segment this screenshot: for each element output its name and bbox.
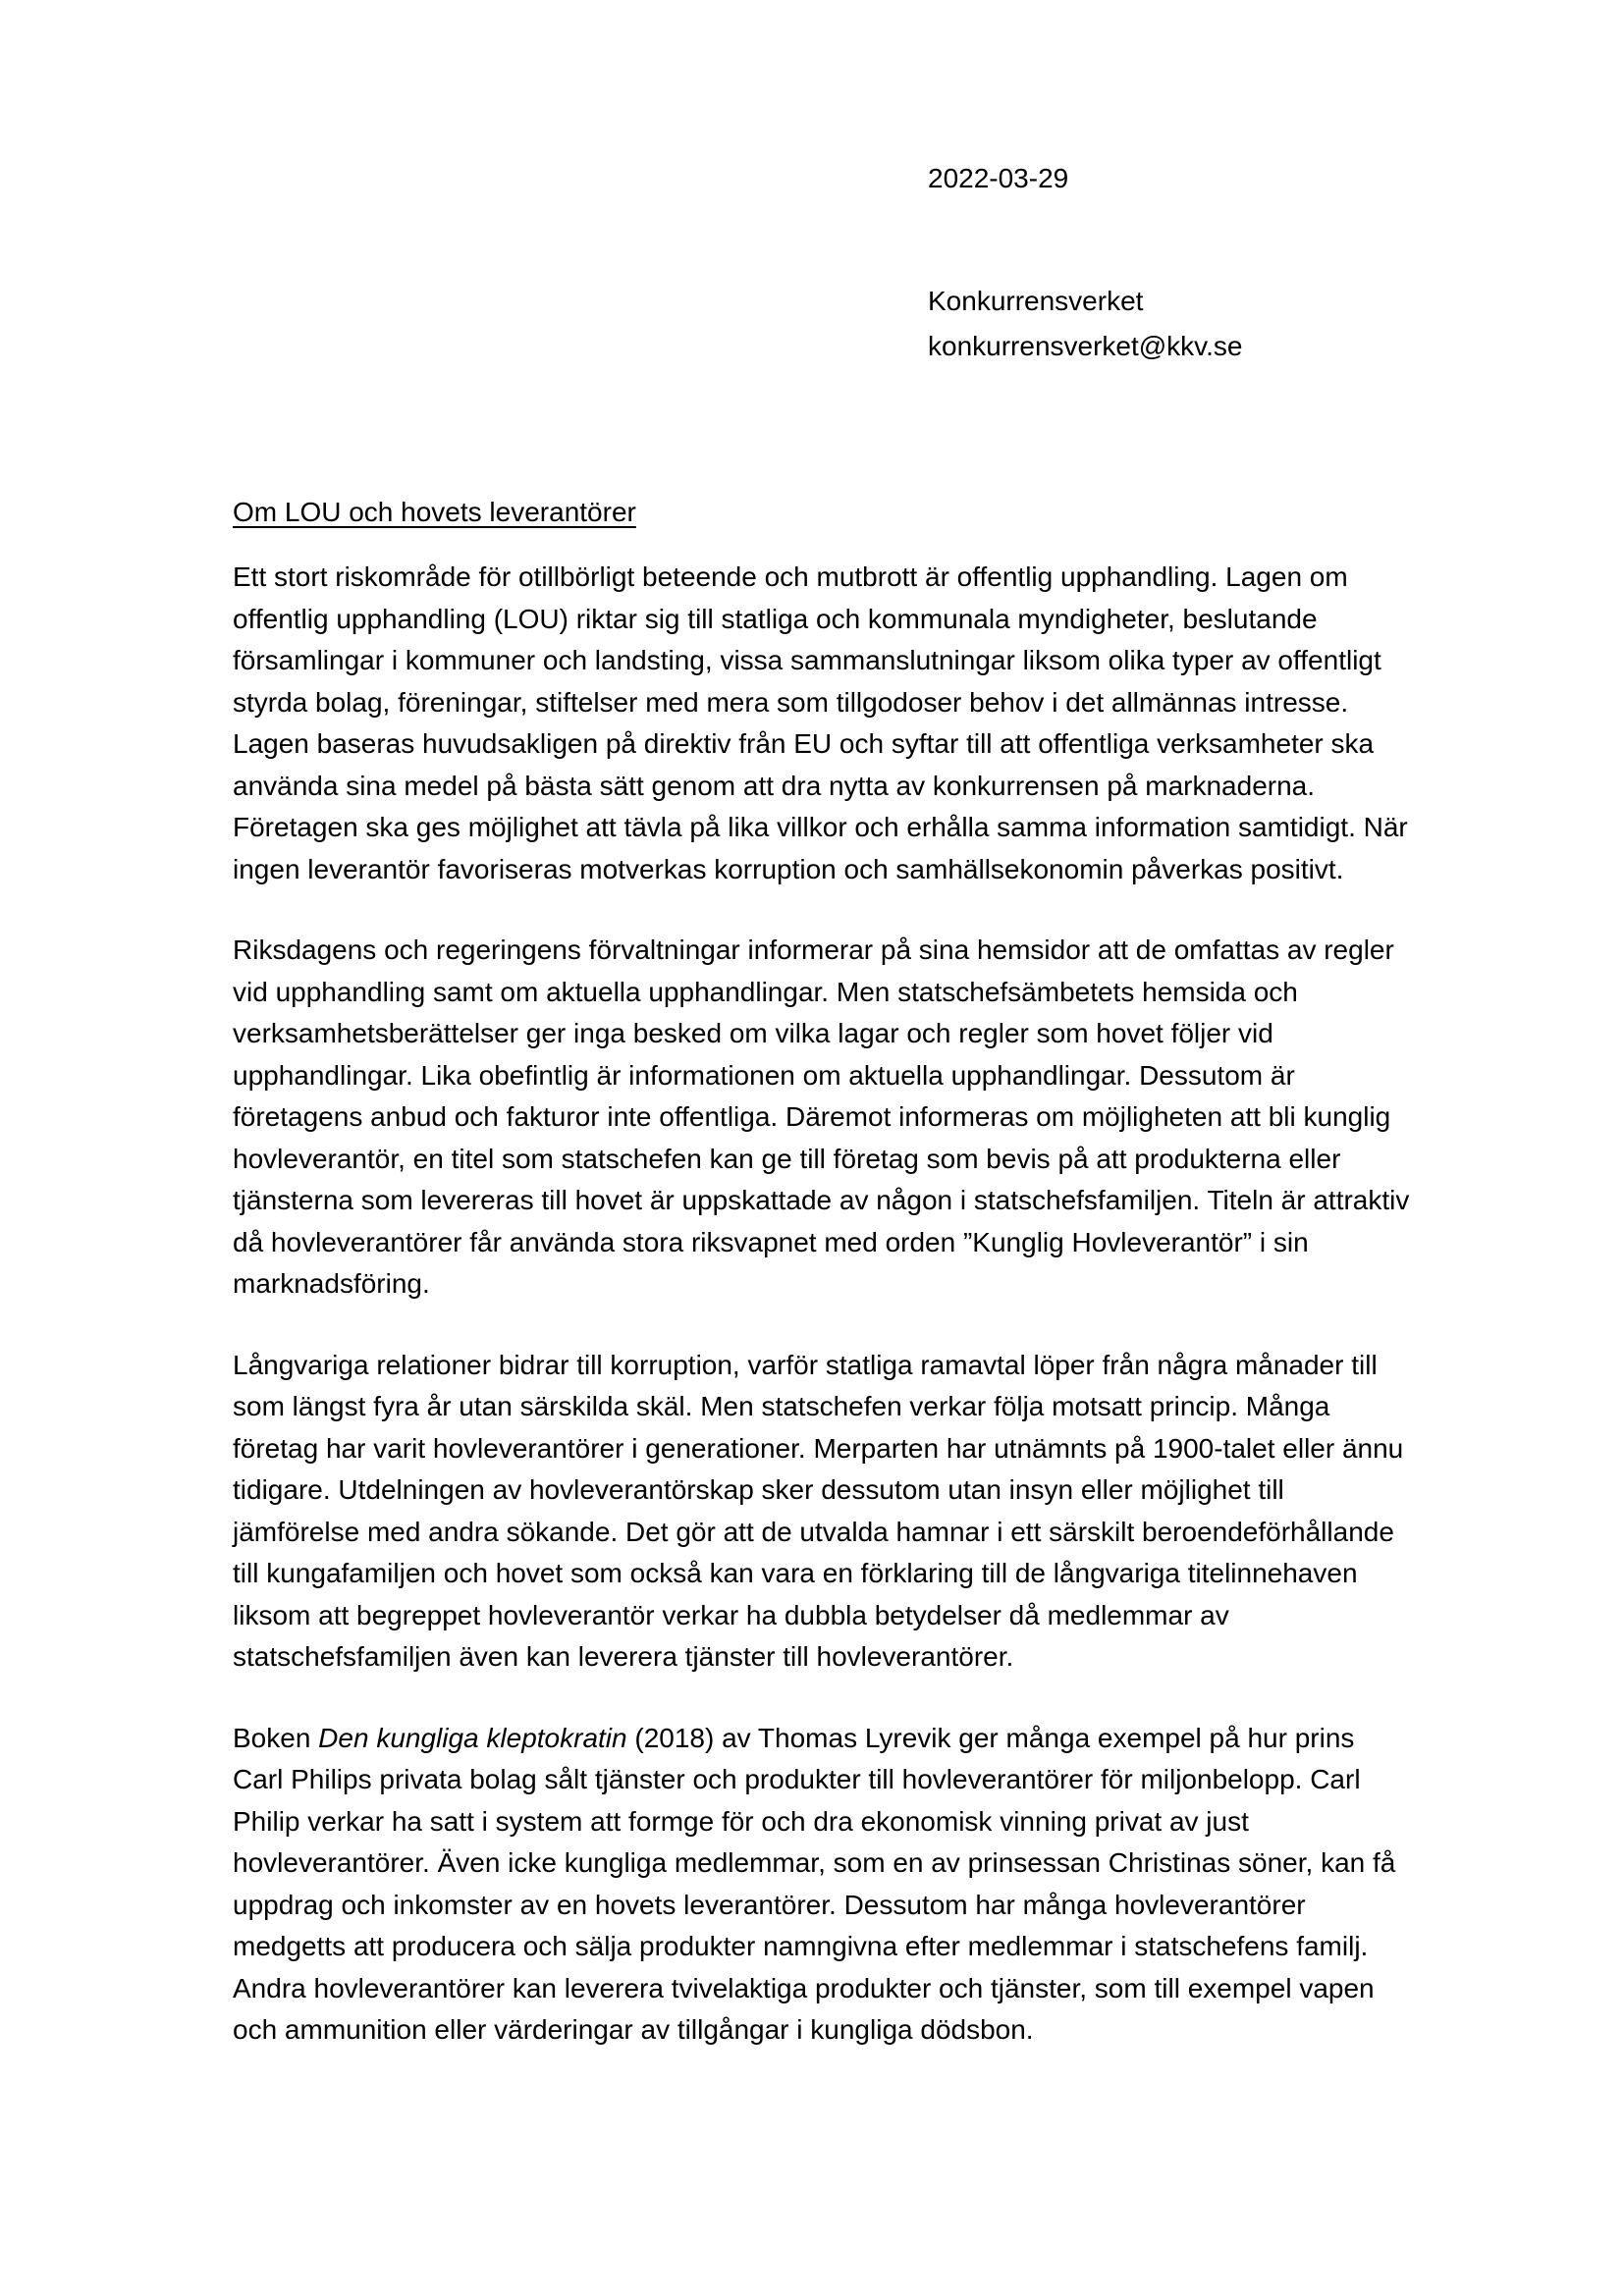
recipient-block (928, 279, 1242, 369)
body-paragraph-2: Riksdagens och regeringens förvaltningar informerar på sina hemsidor att de omfattas av regler vid upphandling samt om aktuella upphandlingar. Men statschefsämbetets hemsida och verksamhetsberättelser ger inga besked om vilka lagar och regler som hovet följer vid upphandlingar. Lika obefintlig är informationen om aktuella upphandlingar. Dessutom är företagens anbud och fakturor inte offentliga. Däremot informeras om möjligheten att bli kunglig hovleverantör, en titel som statschefen kan ge till företag som bevis på att produkterna eller tjänsterna som levereras till hovet är uppskattade av någon i statschefsfamiljen. Titeln är attraktiv då hovleverantörer får använda stora riksvapnet med orden ”Kunglig Hovleverantör” i sin marknadsföring. (233, 934, 1410, 1299)
paragraph-4-text-after: (2018) av Thomas Lyrevik ger många exempel på hur prins Carl Philips privata bolag sålt tjänster och produkter till hovleverantörer för miljonbelopp. Carl Philip verkar ha satt i system att formge för och dra ekonomisk vinning privat av just hovleverantörer. Även icke kungliga medlemmar, som en av prinsessan Christinas söner, kan få uppdrag och inkomster av en hovets leverantörer. Dessutom har många hovleverantörer medgetts att producera och sälja produkter namngivna efter medlemmar i statschefens familj. Andra hovleverantörer kan leverera tvivelaktiga produkter och tjänster, som till exempel vapen och ammunition eller värderingar av tillgångar i kungliga dödsbon. (233, 1722, 1396, 2045)
recipient-name: Konkurrensverket (928, 286, 1144, 316)
recipient-email: konkurrensverket@kkv.se (928, 331, 1243, 361)
document-heading: Om LOU och hovets leverantörer (233, 497, 636, 527)
document-date: 2022-03-29 (928, 163, 1069, 193)
letter-body (233, 491, 1410, 2091)
book-title-italic: Den kungliga kleptokratin (318, 1722, 627, 1753)
body-paragraph-4 (233, 1718, 1410, 2052)
body-paragraph-3: Långvariga relationer bidrar till korruption, varför statliga ramavtal löper från några månader till som längst fyra år utan särskilda skäl. Men statschefen verkar följa motsatt princip. Många företag har varit hovleverantörer i generationer. Merparten har utnämnts på 1900-talet eller ännu tidigare. Utdelningen av hovleverantörskap sker dessutom utan insyn eller möjlighet till jämförelse med andra sökande. Det gör att de utvalda hamnar i ett särskilt beroendeförhållande till kungafamiljen och hovet som också kan vara en förklaring till de långvariga titelinnehaven liksom att begreppet hovleverantör verkar ha dubbla betydelser då medlemmar av statschefsfamiljen även kan leverera tjänster till hovleverantörer. (233, 1349, 1404, 1672)
paragraph-4-text-before: Boken (233, 1722, 319, 1753)
body-paragraph-1: Ett stort riskområde för otillbörligt beteende och mutbrott är offentlig upphandling. Lagen om offentlig upphandling (LOU) riktar sig till statliga och kommunala myndigheter, beslutande församlingar i kommuner och landsting, vissa sammanslutningar liksom olika typer av offentligt styrda bolag, föreningar, stiftelser med mera som tillgodoser behov i det allmännas intresse. Lagen baseras huvudsakligen på direktiv från EU och syftar till att offentliga verksamheter ska använda sina medel på bästa sätt genom att dra nytta av konkurrensen på marknaderna. Företagen ska ges möjlighet att tävla på lika villkor och erhålla samma information samtidigt. När ingen leverantör favoriseras motverkas korruption och samhällsekonomin påverkas positivt. (233, 561, 1408, 884)
